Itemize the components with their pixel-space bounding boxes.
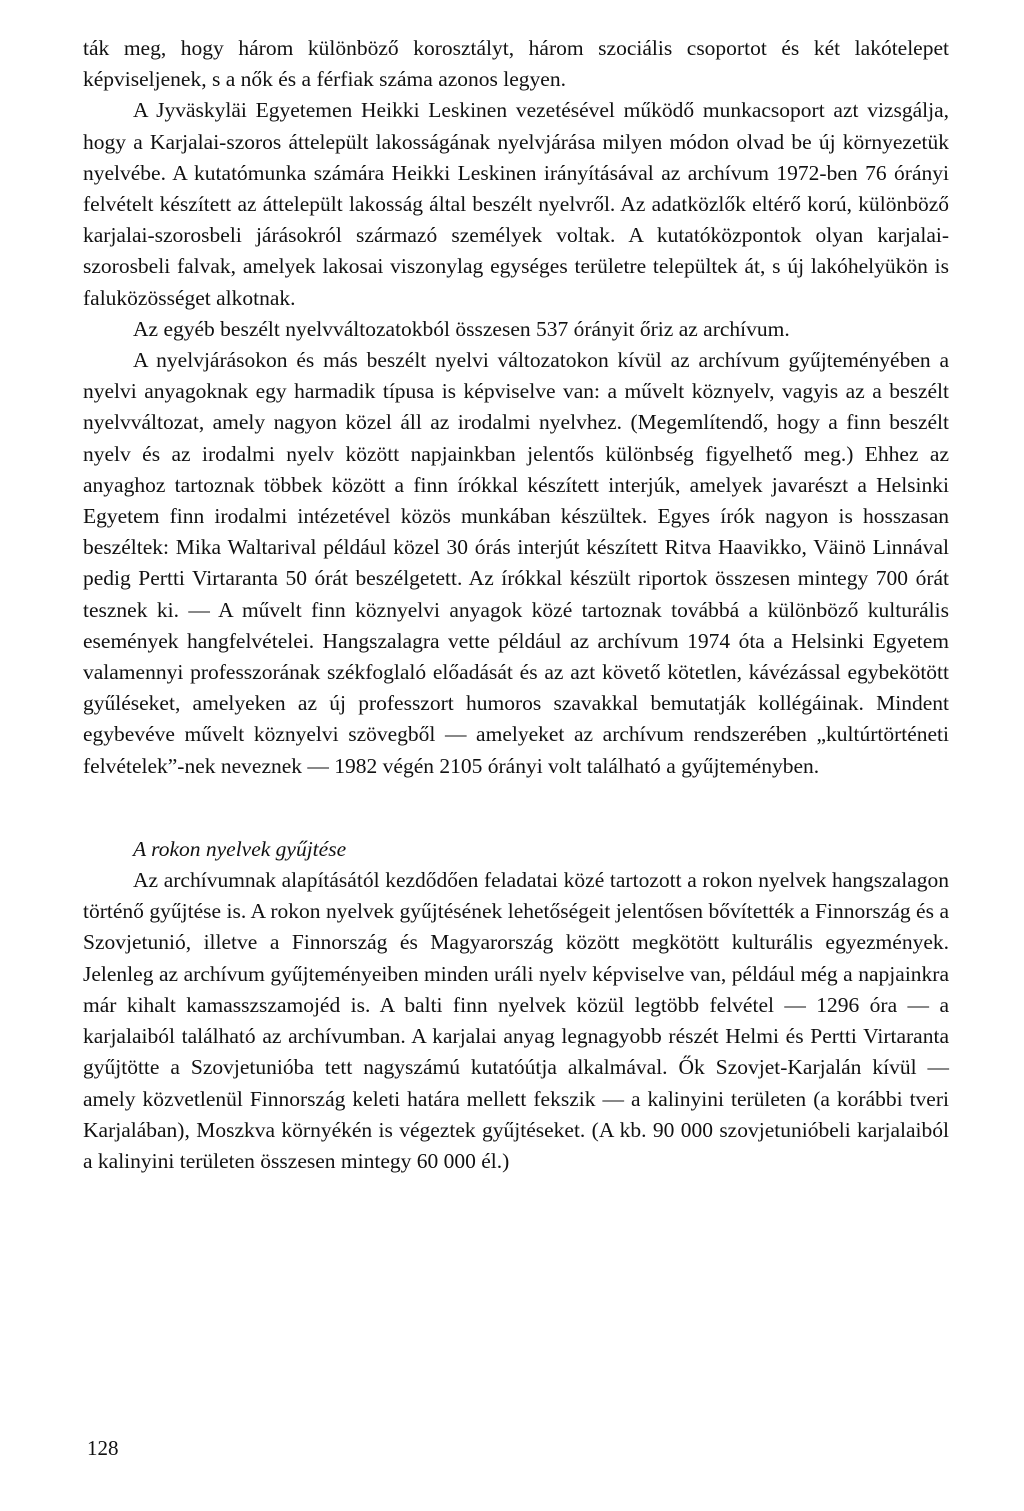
paragraph-jyvaskyla-research: A Jyväskyläi Egyetemen Heikki Leskinen vezetésével működő munkacsoport azt vizsgálja, hogy a Karjalai-szoros áttelepült lakosságának nyelvjárása milyen módon olvad be új környezetük nyelvébe. A kutatómunka számára Heikki Leskinen irányításával az archívum 1972-ben 76 órányi felvételt készített az áttelepült lakosság által beszélt nyelvről. Az adatközlők eltérő korú, különböző karjalai-szorosbeli járásokról származó személyek voltak. A kutatóközpontok olyan karjalai-szorosbeli falvak, amelyek lakosai viszonylag egységes területre települtek át, s új lakóhelyükön is faluközösséget alkotnak. xyxy=(83,98,949,310)
section-heading: A rokon nyelvek gyűjtése xyxy=(133,836,347,861)
paragraph-standard-language: A nyelvjárásokon és más beszélt nyelvi változatokon kívül az archívum gyűjteményében a nyelvi anyagoknak egy harmadik típusa is képviselve van: a művelt köznyelv, vagyis az a beszélt nyelvváltozat, amely nagyon közel áll az irodalmi nyelvhez. (Megemlítendő, hogy a finn beszélt nyelv és az irodalmi nyelv között napjainkban jelentős különbség figyelhető meg.) Ehhez az anyaghoz tartoznak többek között a finn írókkal készített interjúk, amelyek javarészt a Helsinki Egyetem finn irodalmi intézetével közös munkában készültek. Egyes írók nagyon is hosszasan beszéltek: Mika Waltarival például közel 30 órás interjút készített Ritva Haavikko, Väinö Linnával pedig Pertti Virtaranta 50 órát beszélgetett. Az írókkal készült riportok összesen mintegy 700 órát tesznek ki. — A művelt finn köznyelvi anyagok közé tartoznak továbbá a különböző kulturális események hangfelvételei. Hangszalagra vette például az archívum 1974 óta a Helsinki Egyetem valamennyi professzorának székfoglaló előadását és az azt követő kötetlen, kávézással egybekötött gyűléseket, amelyeken az új professzort humoros szavakkal bemutatják kollégáinak. Mindent egybevéve művelt köznyelvi szövegből — amelyeket az archívum rendszerében „kultúrtörténeti felvételek”-nek neveznek — 1982 végén 2105 órányi volt található a gyűjteményben. xyxy=(83,348,949,778)
section-spacer xyxy=(83,782,949,834)
paragraph-related-languages: Az archívumnak alapításától kezdődően feladatai közé tartozott a rokon nyelvek hangszalagon történő gyűjtése is. A rokon nyelvek gyűjtésének lehetőségeit jelentősen bővítették a Finnország és a Szovjetunió, illetve a Finnország és Magyarország között megkötött kulturális egyezmények. Jelenleg az archívum gyűjteményeiben minden uráli nyelv képviselve van, például még a napjainkra már kihalt kamasszszamojéd is. A balti finn nyelvek közül legtöbb felvétel — 1296 óra — a karjalaiból található az archívumban. A karjalai anyag legnagyobb részét Helmi és Pertti Virtaranta gyűjtötte a Szovjetunióba tett nagyszámú kutatóútja alkalmával. Ők Szovjet-Karjalán kívül — amely közvetlenül Finnország keleti határa mellett fekszik — a kalinyini területen (a korábbi tveri Karjalában), Moszkva környékén is végeztek gyűjtéseket. (A kb. 90 000 szovjetunióbeli karjalaiból a kalinyini területen összesen mintegy 60 000 él.) xyxy=(83,868,949,1173)
page-number: 128 xyxy=(87,1436,119,1460)
paragraph-other-dialects: Az egyéb beszélt nyelvváltozatokból összesen 537 órányit őriz az archívum. xyxy=(133,316,790,341)
page-body xyxy=(83,33,949,1177)
paragraph-continuation: ták meg, hogy három különböző korosztályt, három szociális csoportot és két lakótelepet képviseljenek, s a nők és a férfiak száma azonos legyen. xyxy=(83,36,949,92)
